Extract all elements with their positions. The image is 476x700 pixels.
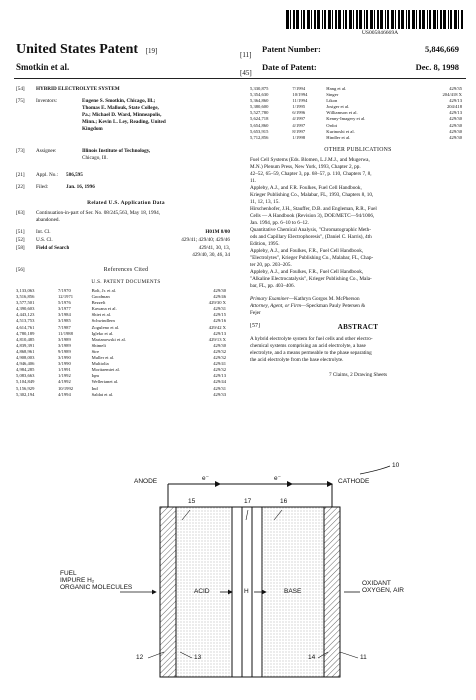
publication-line: Appleby, A.J., and Foulkes, F.R., Fuel Cell Handbook, [250,247,364,254]
barcode-bar [317,10,320,29]
field-63: [63] Continuation-in-part of Ser. No. 08/245,563, May 18, 1994, abandoned. [16,210,161,223]
patent-date-label: Date of Patent: [262,62,317,72]
barcode-bar [395,10,396,29]
claims-line: 7 Claims, 2 Drawing Sheets [328,371,388,378]
barcode-bar [443,10,446,29]
patent-doc-row: 4,513,753 3/1985 Schwindlern 429/16 [16,318,226,324]
barcode-bar [458,10,459,29]
publication-line: Appleby, A.J., and F.R. Foulkes, Fuel Cell Handbook, [250,184,362,191]
patent-doc-row: 5,380,600 1/1995 Josiger et al. 204/418 [250,104,462,110]
attorney-continued: Fejer [250,309,261,316]
barcode-bar [345,10,347,29]
patent-number-label: Patent Number: [262,44,321,54]
patent-doc-row: 4,390,603 3/1977 Kawana et al. 429/31 [16,306,226,312]
barcode-bar [353,10,354,29]
primary-examiner: Primary Examiner—Kathryn Gorgos M. McPherson [250,295,360,302]
patent-doc-row: 4,443,123 3/1984 Shiet et al. 429/15 [16,312,226,318]
barcode-bar [433,10,436,29]
barcode-number: US005846669A [361,30,399,36]
patent-date-code: [45] [240,69,252,77]
field-21: [21] Appl. No.: 586,595 [16,172,83,178]
inventors-label: Inventors: [36,98,58,104]
publication-line: 11, 12, 13, 15. [250,198,280,205]
barcode-bar [314,10,316,29]
us-patent-documents [16,288,226,398]
abstract-line: the acid electrolyte from the base electrolyte. [250,356,344,363]
field-58: [58] Field of Search 429/41, 30, 13, 429/40, 30, 46, 34 [16,245,230,258]
publication-line: Fuel Cell Systems (Eds. Blomen, L.J.M.J., and Mugerwa, [250,156,370,163]
figure [60,462,420,694]
patent-doc-row: 3,516,856 12/1971 Goodman 429/46 [16,294,226,300]
patent-doc-row: 5,653,915 8/1997 Kurinoshi et al. 429/30 [250,128,462,134]
publication-line: "Electrolytes", Krieger Publishing Co., Malabar, FL, Chap- [250,254,374,261]
barcode-bar [338,10,341,29]
abstract-line: chemical systems comprising an acid electrolyte, a base [250,342,366,349]
ref-13: 13 [194,654,202,661]
field-73: [73] Assignee: Illinois Institute of Technology, Chicago, Ill. [16,148,151,161]
barcode-bar [374,10,375,29]
barcode-bar [398,10,400,29]
barcode-bar [440,10,442,29]
abstract-line: A hybrid electrolyte system for fuel cells and other electro- [250,335,373,342]
int-cl-value: H01M 8/00 [205,229,230,235]
barcode-bar [286,10,289,29]
patent-doc-row: 3,133,063 7/1970 Bolt, Jr. et al. 429/30 [16,288,226,293]
patent-doc-row: 3,577,501 5/1976 Bezzelt 429/30 X [16,300,226,306]
barcode-bar [290,10,291,29]
barcode [286,10,464,29]
barcode-bar [296,10,299,29]
patent-doc-row: 4,780,189 11/1988 Igleko et al. 429/13 [16,330,226,336]
us-patent-documents-continued [250,86,462,141]
ref-10: 10 [392,462,400,469]
abstract-heading-row: [57] ABSTRACT [250,323,466,333]
barcode-bar [406,10,407,29]
barcode-bar [332,10,333,29]
electron-left-label: e⁻ [202,475,210,482]
field-52: [52] U.S. Cl. 429/41; 429/40; 429/46 [16,237,230,243]
h-label: H [244,588,249,595]
us-cl-value: 429/41; 429/40; 429/46 [181,237,230,243]
publication-line: Hirschenhofer, J.H., Stauffer, D.B. and Engleman, R.R., Fuel [250,205,377,212]
cathode-label: CATHODE [338,478,370,485]
patent-doc-row: 5,156,929 10/1992 Ind 429/31 [16,385,226,391]
barcode-bar [322,10,323,29]
inventors-list: Eugene S. Smotkin, Chicago, Ill.; Thomas E. Mallouk, State College, Pa.; Michael D. Ward, Minneapolis, Minn.; Kevin L. Ley, Reading, United Kingdom [82,98,166,132]
patent-number-code: [11] [240,51,252,59]
document-type: United States Patent [16,42,139,57]
patent-doc-row: 5,712,856 1/1998 Hindler et al. 429/30 [250,134,462,140]
left-column [16,86,236,398]
base-label: BASE [284,588,302,595]
ref-12: 12 [136,654,144,661]
references-heading: References Cited [103,267,149,273]
assignee-label: Assignee: [36,148,57,154]
barcode-bar [356,10,358,29]
patent-doc-row: 5,302,194 4/1994 Saldat et al. 429/33 [16,391,226,397]
barcode-bar [450,10,452,29]
patent-doc-row: 4,614,761 7/1987 Zoguleno et al. 429/42 X [16,324,226,330]
publication-line: 11. [250,177,257,184]
patent-doc-row: 4,946,406 3/1990 Multiolia 429/41 [16,361,226,367]
barcode-bar [366,10,368,29]
filed-date: Jan. 16, 1996 [66,184,95,190]
field-22: [22] Filed: Jan. 16, 1996 [16,184,95,190]
barcode-bar [303,10,305,29]
patent-doc-row: 5,654,860 4/1997 Ordot 429/30 [250,122,462,128]
barcode-bar [301,10,302,29]
application-number: 586,595 [66,172,83,178]
barcode-bar [380,10,383,29]
barcode-bar [293,10,295,29]
abstract-line: electrolyte, and a means permeable to the phase separating [250,349,372,356]
title-code: [19] [145,47,158,55]
barcode-bar [370,10,373,29]
publication-line: "Alkaline Electrocatalysis", Krieger Publishing Co., Mala- [250,275,372,282]
patent-doc-row: 4,984,285 1/1991 Moritaemiet al. 429/32 [16,367,226,373]
barcode-bar [311,10,312,29]
publication-line: Appleby, A.J., and Foulkes, F.R., Fuel Cell Handbook, [250,268,364,275]
patent-doc-row: 4,908,003 3/1990 Muller et al. 429/32 [16,355,226,361]
patent-date: Dec. 8, 1998 [415,62,459,72]
related-heading: Related U.S. Application Data [87,200,165,206]
patent-title-line [16,42,157,58]
barcode-bar [429,10,431,29]
header-rule [14,78,466,79]
barcode-bar [385,10,386,29]
barcode-bar [307,10,310,29]
anode-label: ANODE [134,478,158,485]
ref-16: 16 [280,498,288,505]
ref-11: 11 [360,654,367,661]
patent-number: 5,846,669 [425,44,459,54]
barcode-bar [391,10,394,29]
attorney: Attorney, Agent, or Firm—Speckman Pauly Petersen & [250,302,366,309]
barcode-bar [335,10,337,29]
abstract-text [250,336,466,364]
barcode-bar [422,10,425,29]
barcode-bar [416,10,417,29]
us-docs-heading: U.S. PATENT DOCUMENTS [91,279,161,285]
barcode-bar [377,10,379,29]
barcode-bar [387,10,389,29]
field-51: [51] Int. Cl. H01M 8/00 [16,229,230,235]
publication-line: Krieger Publishing Co., Malabar, FL, 1993, Chapters 8, 10, [250,191,374,198]
barcode-bar [364,10,365,29]
abstract-heading: ABSTRACT [337,322,379,331]
other-publications [250,157,466,290]
publication-line: Quantitative Chemical Analysis, "Chromatographic Meth- [250,226,371,233]
assignee-value: Illinois Institute of Technology, Chicago, Ill. [82,148,151,161]
publication-line: ter 20, pp. 203–205. [250,261,292,268]
barcode-bar [412,10,415,29]
publication-line: Edition, 1995. [250,240,280,247]
publication-line: 42–52, 65–59, Chapter 3, pp. 68–57, p. 110, Chapters 7, 8, [250,170,372,177]
patent-doc-row: 4,839,391 3/1989 Shimeli 429/30 [16,342,226,348]
barcode-bar [448,10,449,29]
patent-number-row [240,44,465,62]
patent-doc-row: 4,810,485 3/1989 Marianowski et al. 429/13 X [16,336,226,342]
patent-doc-row: 5,354,630 10/1994 Singer 204/418 X [250,92,462,98]
invention-title: HYBRID ELECTROLYTE SYSTEM [36,86,120,92]
ref-15: 15 [188,498,196,505]
ref-17: 17 [244,498,252,505]
publication-line: bar, FL, pp. 403–406. [250,282,295,289]
publication-line: ods and Capillary Electrophoresis", (Daniel C. Harris), 4th [250,233,372,240]
patent-doc-row: 5,083,663 1/1992 Iqm 429/13 [16,373,226,379]
electron-right-label: e⁻ [274,475,282,482]
barcode-bar [359,10,362,29]
acid-label: ACID [194,588,210,595]
other-publications-heading: OTHER PUBLICATIONS [324,146,392,153]
barcode-bar [408,10,410,29]
field-75: [75] Inventors: Eugene S. Smotkin, Chicago, Ill.; Thomas E. Mallouk, State College, Pa.; Michael D. Ward, Minneapolis, Minn.; Kevin L. Ley, Reading, United Kingdom [16,98,166,132]
publication-line: Cells — A Handbook (Revision 3), DOE/METC—94/1006, [250,212,375,219]
barcode-bar [437,10,438,29]
field-56: [56] References Cited [16,267,236,276]
barcode-bar [454,10,457,29]
barcode-bar [343,10,344,29]
field-54: [54] HYBRID ELECTROLYTE SYSTEM [16,86,120,92]
publication-line: Jan. 1994, pp. 6–10 to 6–12. [250,219,309,226]
barcode-bar [401,10,404,29]
barcode-bar [324,10,326,29]
patent-doc-row: 5,330,875 7/1994 Hang et al. 429/35 [250,86,462,91]
barcode-bar [461,10,463,29]
fuel-label: FUEL IMPURE H₂ ORGANIC MOLECULES [60,570,133,591]
oxidant-label: OXIDANT OXYGEN, AIR [362,580,404,594]
barcode-bar [328,10,331,29]
ref-14: 14 [308,654,316,661]
patent-doc-row: 5,624,718 4/1997 Kenny-Imagery et al. 429/30 [250,116,462,122]
patent-doc-row: 5,364,860 11/1994 Likon 429/13 [250,98,462,104]
inventor-short: Smotkin et al. [16,62,70,72]
patent-doc-row: 4,868,961 9/1989 Sire 429/32 [16,348,226,354]
barcode-bar [349,10,352,29]
patent-doc-row: 5,527,780 6/1996 Williamson et al. 429/13 [250,110,462,116]
right-column [250,86,466,379]
barcode-bar [419,10,421,29]
patent-doc-row: 5,104,849 4/1992 Wellerianet al. 429/44 [16,379,226,385]
barcode-bar [427,10,428,29]
publication-line: M.N.) Plenum Press, New York, 1993, Chapter 2, pp. [250,163,361,170]
